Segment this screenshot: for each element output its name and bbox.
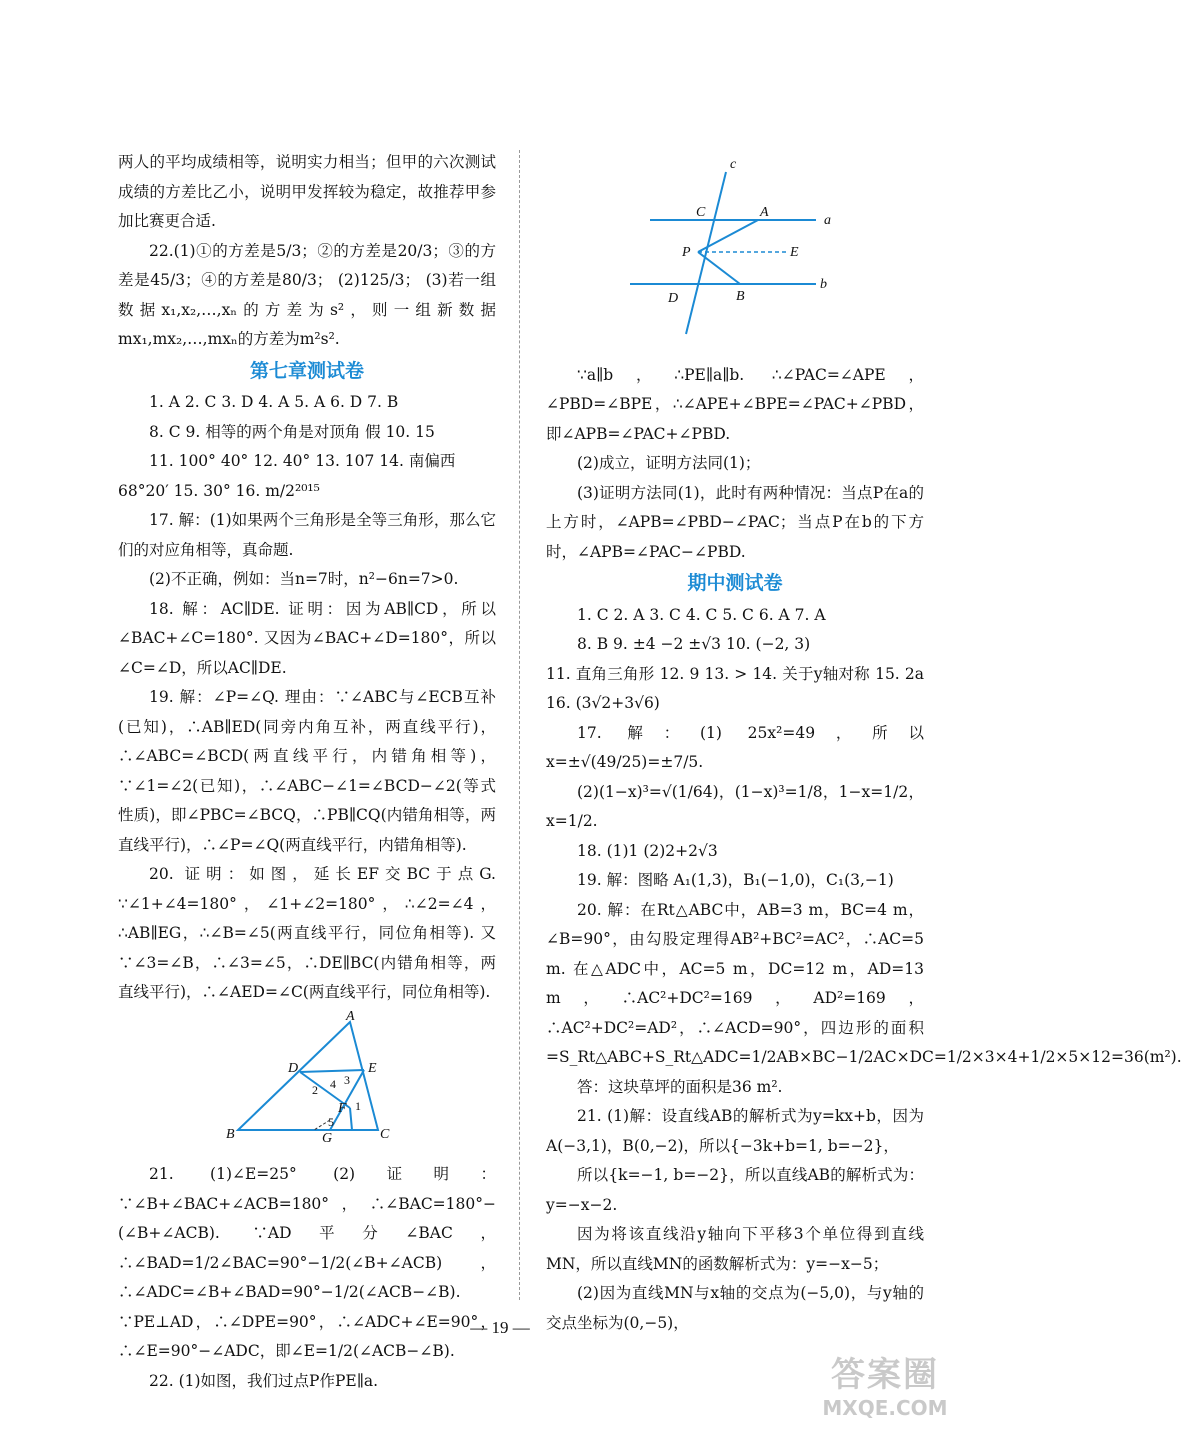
answer-line: 68°20′ 15. 30° 16. m/2²⁰¹⁵ — [118, 481, 320, 500]
answer-m17: 17. 解：(1) 25x²=49，所以x=±√(49/25)=±7/5. — [546, 723, 924, 771]
label-c: c — [730, 157, 737, 172]
answer-m20b: 答：这块草坪的面积是36 m². — [577, 1077, 783, 1096]
answer-20: 20. 证明：如图，延长EF交BC于点G. ∵∠1+∠4=180°，∠1+∠2=180°，∴∠2=∠4，∴AB∥EG，∴∠B=∠5(两直线平行，同位角相等). 又∵∠3=∠B，∴∠3=∠5，∴DE∥BC(内错角相等，两直线平行)，∴∠AED=∠C(两直线平行，同位角相等). — [118, 865, 496, 1001]
answer-m21d: (2)因为直线MN与x轴的交点为(−5,0)，与y轴的交点坐标为(0,−5)， — [546, 1284, 924, 1332]
answer-m21b: 所以{k=−1, b=−2}，所以直线AB的解析式为：y=−x−2. — [546, 1166, 924, 1214]
answer-m19: 19. 解：图略 A₁(1,3)，B₁(−1,0)，C₁(3,−1) — [577, 871, 894, 889]
segment-fc — [350, 1108, 352, 1130]
label-A: A — [760, 205, 769, 220]
answer-19: 19. 解：∠P=∠Q. 理由：∵∠ABC与∠ECB互补(已知)，∴AB∥ED(同旁内角互补，两直线平行)，∴∠ABC=∠BCD(两直线平行，内错角相等)，∵∠1=∠2(已知)，∴∠ABC−∠1=∠BCD−∠2(等式性质)，即∠PBC=∠BCQ，∴PB∥CQ(内错角相等，两直线平行)，∴∠P=∠Q(两直线平行，内错角相等). — [118, 688, 496, 854]
segment-pa — [698, 220, 758, 252]
label-f: F — [338, 1100, 347, 1116]
answer-m17b: (2)(1−x)³=√(1/64)，(1−x)³=1/8，1−x=1/2，x=1/2. — [546, 782, 924, 830]
watermark-logo — [800, 1347, 970, 1419]
line-c — [686, 172, 726, 334]
chapter7-title: 第七章测试卷 — [249, 359, 364, 382]
answer-22-variance: 22.(1)①的方差是5/3；②的方差是20/3；③的方差是45/3；④的方差是80/3； (2)125/3； (3)若一组数据x₁,x₂,…,xₙ的方差为s²，则一组新数据mx₁,mx₂,…,mxₙ的方差为m²s². — [118, 241, 496, 348]
label-a: a — [824, 213, 831, 228]
answer-r1: ∵a∥b，∴PE∥a∥b. ∴∠PAC=∠APE，∠PBD=∠BPE，∴∠APE+∠BPE=∠PAC+∠PBD，即∠APB=∠PAC+∠PBD. — [546, 365, 924, 443]
segment-de — [300, 1070, 364, 1072]
label-c: C — [380, 1126, 390, 1142]
label-b: B — [226, 1126, 235, 1142]
column-divider — [519, 150, 520, 1300]
answer-line: 11. 100° 40° 12. 40° 13. 107 14. 南偏西 — [149, 452, 456, 470]
answer-18: 18. 解：AC∥DE. 证明：因为AB∥CD，所以∠BAC+∠C=180°. 又因为∠BAC+∠D=180°，所以∠C=∠D，所以AC∥DE. — [118, 599, 496, 677]
label-D: D — [668, 291, 679, 306]
triangle-figure — [118, 1008, 496, 1155]
label-e: E — [368, 1060, 377, 1076]
label-b: b — [820, 277, 827, 292]
label-P: P — [682, 245, 691, 260]
answer-line: 1. A 2. C 3. D 4. A 5. A 6. D 7. B — [149, 393, 399, 411]
answer-m20: 20. 解：在Rt△ABC中，AB=3 m，BC=4 m，∠B=90°，由勾股定理得AB²+BC²=AC²，∴AC=5 m. 在△ADC中，AC=5 m，DC=12 m，AD=13 m，∴AC²+DC²=169，AD²=169，∴AC²+DC²=AD²，∴∠ACD=90°，四边形的面积=S_Rt△ABC+S_Rt△ADC=1/2AB×BC−1/2AC×DC=1/2×3×4+1/2×5×12=36(m²). — [546, 900, 1182, 1066]
segment-pb — [698, 252, 740, 284]
label-4: 4 — [330, 1076, 336, 1091]
left-column — [118, 148, 496, 1396]
label-3: 3 — [344, 1072, 350, 1087]
label-1: 1 — [355, 1098, 361, 1113]
page-number: — 19 — — [470, 1318, 530, 1337]
label-E: E — [790, 245, 799, 260]
answer-r2: (2)成立，证明方法同(1)； — [577, 454, 761, 472]
label-2: 2 — [312, 1082, 318, 1097]
answer-line: 8. B 9. ±4 −2 ±√3 10. (−2, 3) — [577, 635, 811, 653]
midterm-title: 期中测试卷 — [687, 572, 783, 594]
watermark-url: MXQE.COM — [822, 1396, 948, 1420]
label-C: C — [696, 205, 706, 220]
answer-m21c: 因为将该直线沿y轴向下平移3个单位得到直线MN，所以直线MN的函数解析式为：y=−x−5； — [546, 1225, 924, 1273]
answer-line: 1. C 2. A 3. C 4. C 5. C 6. A 7. A — [577, 605, 826, 624]
label-B: B — [736, 289, 745, 304]
answer-21: 21. (1)∠E=25° (2)证明：∵∠B+∠BAC+∠ACB=180°，∴∠BAC=180°−(∠B+∠ACB). ∵AD平分∠BAC，∴∠BAD=1/2∠BAC=90°−1/2(∠B+∠ACB)，∴∠ADC=∠B+∠BAD=90°−1/2(∠ACB−∠B). ∵PE⊥AD，∴∠DPE=90°，∴∠ADC+∠E=90°，∴∠E=90°−∠ADC，即∠E=1/2(∠ACB−∠B). — [118, 1165, 496, 1360]
answer-line: 11. 直角三角形 12. 9 13. > 14. 关于y轴对称 15. 2a 16. (3√2+3√6) — [546, 664, 924, 712]
answer-m18: 18. (1)1 (2)2+2√3 — [577, 841, 718, 860]
answer-line: 8. C 9. 相等的两个角是对顶角 假 10. 15 — [149, 422, 435, 441]
watermark-text: 答案圈 — [831, 1355, 939, 1395]
parallel-lines-diagram — [546, 154, 924, 344]
label-a: A — [346, 1008, 355, 1024]
answer-17: 17. 解：(1)如果两个三角形是全等三角形，那么它们的对应角相等，真命题. — [118, 511, 496, 559]
answer-17b: (2)不正确，例如：当n=7时，n²−6n=7>0. — [149, 570, 459, 588]
label-5: 5 — [328, 1114, 334, 1129]
answer-m21: 21. (1)解：设直线AB的解析式为y=kx+b，因为A(−3,1)，B(0,−2)，所以{−3k+b=1, b=−2}， — [546, 1107, 924, 1155]
parallel-lines-figure — [546, 154, 924, 355]
triangle-diagram — [118, 1008, 496, 1146]
paragraph: 两人的平均成绩相等，说明实力相当；但甲的六次测试成绩的方差比乙小，说明甲发挥较为稳定，故推荐甲参加比赛更合适. — [118, 153, 496, 230]
right-column — [546, 148, 1182, 1338]
label-d: D — [288, 1060, 299, 1076]
answer-r3: (3)证明方法同(1)，此时有两种情况：当点P在a的上方时，∠APB=∠PBD−∠PAC；当点P在b的下方时，∠APB=∠PAC−∠PBD. — [546, 483, 924, 561]
answer-22: 22. (1)如图，我们过点P作PE∥a. — [149, 1371, 379, 1390]
triangle-abc — [238, 1022, 378, 1130]
label-g: G — [322, 1130, 333, 1146]
